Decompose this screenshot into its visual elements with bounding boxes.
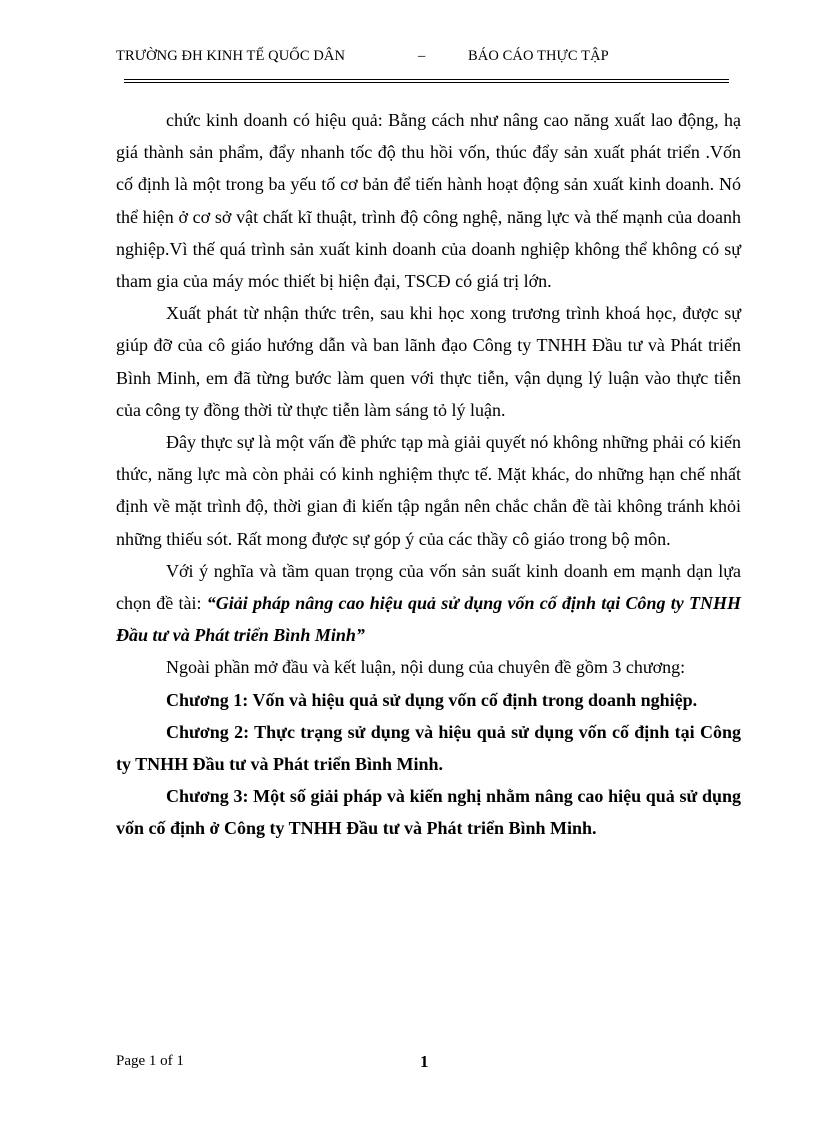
footer-page-number: 1 [420, 1052, 429, 1071]
chapter-1: Chương 1: Vốn và hiệu quả sử dụng vốn cố định trong doanh nghiệp. [166, 689, 698, 710]
chapter-3: Chương 3: Một số giải pháp và kiến nghị nhằm nâng cao hiệu quả sử dụng vốn cố định ở Công ty TNHH Đầu tư và Phát triển Bình Minh. [116, 786, 741, 839]
page-header [116, 48, 736, 70]
header-school: TRƯỜNG ĐH KINH TẾ QUỐC DÂN [116, 48, 346, 64]
footer-page-label: Page 1 of 1 [116, 1053, 184, 1069]
header-rule-top [124, 79, 729, 80]
paragraph-4 [116, 555, 741, 652]
chapter-2: Chương 2: Thực trạng sử dụng và hiệu quả sử dụng vốn cố định tại Công ty TNHH Đầu tư và Phát triển Bình Minh. [116, 721, 741, 775]
paragraph-1: chức kinh doanh có hiệu quả: Bằng cách như nâng cao năng xuất lao động, hạ giá thành sản phẩm, đẩy nhanh tốc độ thu hồi vốn, thúc đẩy sản xuất phát triển .Vốn cố định là một trong ba yếu tố cơ bản để tiến hành hoạt động sản xuất kinh doanh. Nó thể hiện ở cơ sở vật chất kĩ thuật, trình độ công nghệ, năng lực và thế mạnh của doanh nghiệp.Vì thế quá trình sản xuất kinh doanh của doanh nghiệp không thể không có sự tham gia của máy móc thiết bị hiện đại, TSCĐ có giá trị lớn. [116, 110, 741, 292]
paragraph-3: Đây thực sự là một vấn đề phức tạp mà giải quyết nó không những phải có kiến thức, năng lực mà còn phải có kinh nghiệm thực tế. Mặt khác, do những hạn chế nhất định về mặt trình độ, thời gian đi kiến tập ngắn nên chắc chắn đề tài không tránh khỏi những thiếu sót. Rất mong được sự góp ý của các thầy cô giáo trong bộ môn. [116, 432, 741, 549]
paragraph-5: Ngoài phần mở đầu và kết luận, nội dung của chuyên đề gồm 3 chương: [166, 657, 686, 678]
header-separator: – [418, 48, 426, 64]
topic-title: “Giải pháp nâng cao hiệu quả sử dụng vốn cố định tại Công ty TNHH Đầu tư và Phát triển Bình Minh” [116, 593, 741, 646]
paragraph-4-intro: Với ý nghĩa và tầm quan trọng của vốn sản suất kinh doanh em mạnh dạn lựa chọn đề tài: [116, 560, 741, 614]
paragraph-2: Xuất phát từ nhận thức trên, sau khi học xong trương trình khoá học, được sự giúp đỡ của cô giáo hướng dẫn và ban lãnh đạo Công ty TNHH Đầu tư và Phát triển Bình Minh, em đã từng bước làm quen với thực tiễn, vận dụng lý luận vào thực tiễn của công ty đồng thời từ thực tiễn làm sáng tỏ lý luận. [116, 303, 741, 420]
header-report-title: BÁO CÁO THỰC TẬP [468, 48, 609, 64]
header-rule-bottom [124, 82, 729, 83]
document-body [116, 104, 741, 845]
